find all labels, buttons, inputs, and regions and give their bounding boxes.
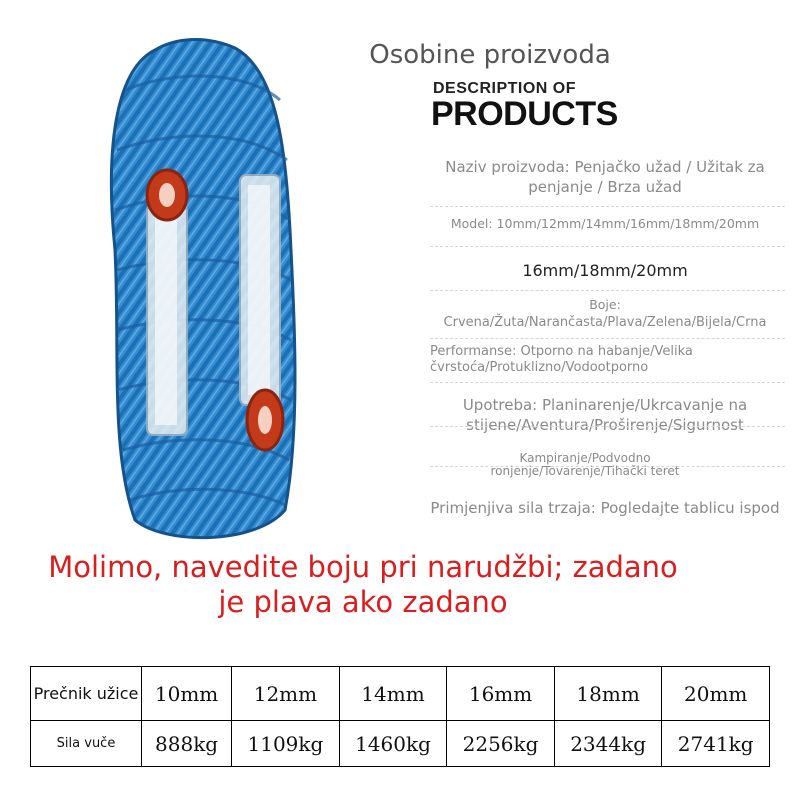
table-row-diameter <box>31 667 770 721</box>
section-title: Osobine proizvoda <box>369 40 611 70</box>
colors-label: Boje: <box>589 297 621 312</box>
colors-spec: Crvena/Žuta/Narančasta/Plava/Zelena/Bijela/Crna <box>443 315 767 330</box>
divider <box>430 206 785 207</box>
color-order-notice <box>0 550 726 620</box>
row-label-force: Sila vuče <box>31 721 142 767</box>
force-cell: 2344kg <box>554 721 662 767</box>
model-spec: Model: 10mm/12mm/14mm/16mm/18mm/20mm <box>450 216 760 231</box>
products-heading: PRODUCTS <box>431 95 618 133</box>
force-cell: 2256kg <box>447 721 555 767</box>
force-cell: 2741kg <box>662 721 770 767</box>
notice-line-1: Molimo, navedite boju pri narudžbi; zadano <box>48 550 678 584</box>
extra-usage-spec: Kampiranje/Podvodno ronjenje/Tovarenje/Tihački teret <box>490 451 680 479</box>
force-spec: Primjenjiva sila trzaja: Pogledajte tablicu ispod <box>430 499 780 517</box>
diameter-cell: 18mm <box>554 667 662 721</box>
strength-table <box>30 666 770 767</box>
force-cell: 1109kg <box>232 721 340 767</box>
notice-line-2: je plava ako zadano <box>218 584 508 619</box>
description-of-label: DESCRIPTION OF <box>433 80 577 97</box>
divider <box>430 382 785 383</box>
diameter-cell: 14mm <box>339 667 447 721</box>
force-cell: 1460kg <box>339 721 447 767</box>
force-cell: 888kg <box>142 721 232 767</box>
row-label-diameter: Prečnik užice <box>31 667 142 721</box>
product-name-spec: Naziv proizvoda: Penjačko užad / Užitak za penjanje / Brza užad <box>445 158 765 196</box>
diameter-cell: 10mm <box>142 667 232 721</box>
usage-spec: Upotreba: Planinarenje/Ukrcavanje na stijene/Aventura/Proširenje/Sigurnost <box>462 396 748 434</box>
divider <box>430 426 785 427</box>
performance-spec: Performanse: Otporno na habanje/Velika čvrstoća/Protuklizno/Vodootporno <box>430 344 693 375</box>
divider <box>430 338 785 339</box>
table-row-force <box>31 721 770 767</box>
diameter-cell: 20mm <box>662 667 770 721</box>
diameter-cell: 12mm <box>232 667 340 721</box>
sizes-spec: 16mm/18mm/20mm <box>522 261 688 280</box>
diameter-cell: 16mm <box>447 667 555 721</box>
divider <box>430 290 785 291</box>
rope-product-image <box>95 30 310 550</box>
divider <box>430 246 785 247</box>
